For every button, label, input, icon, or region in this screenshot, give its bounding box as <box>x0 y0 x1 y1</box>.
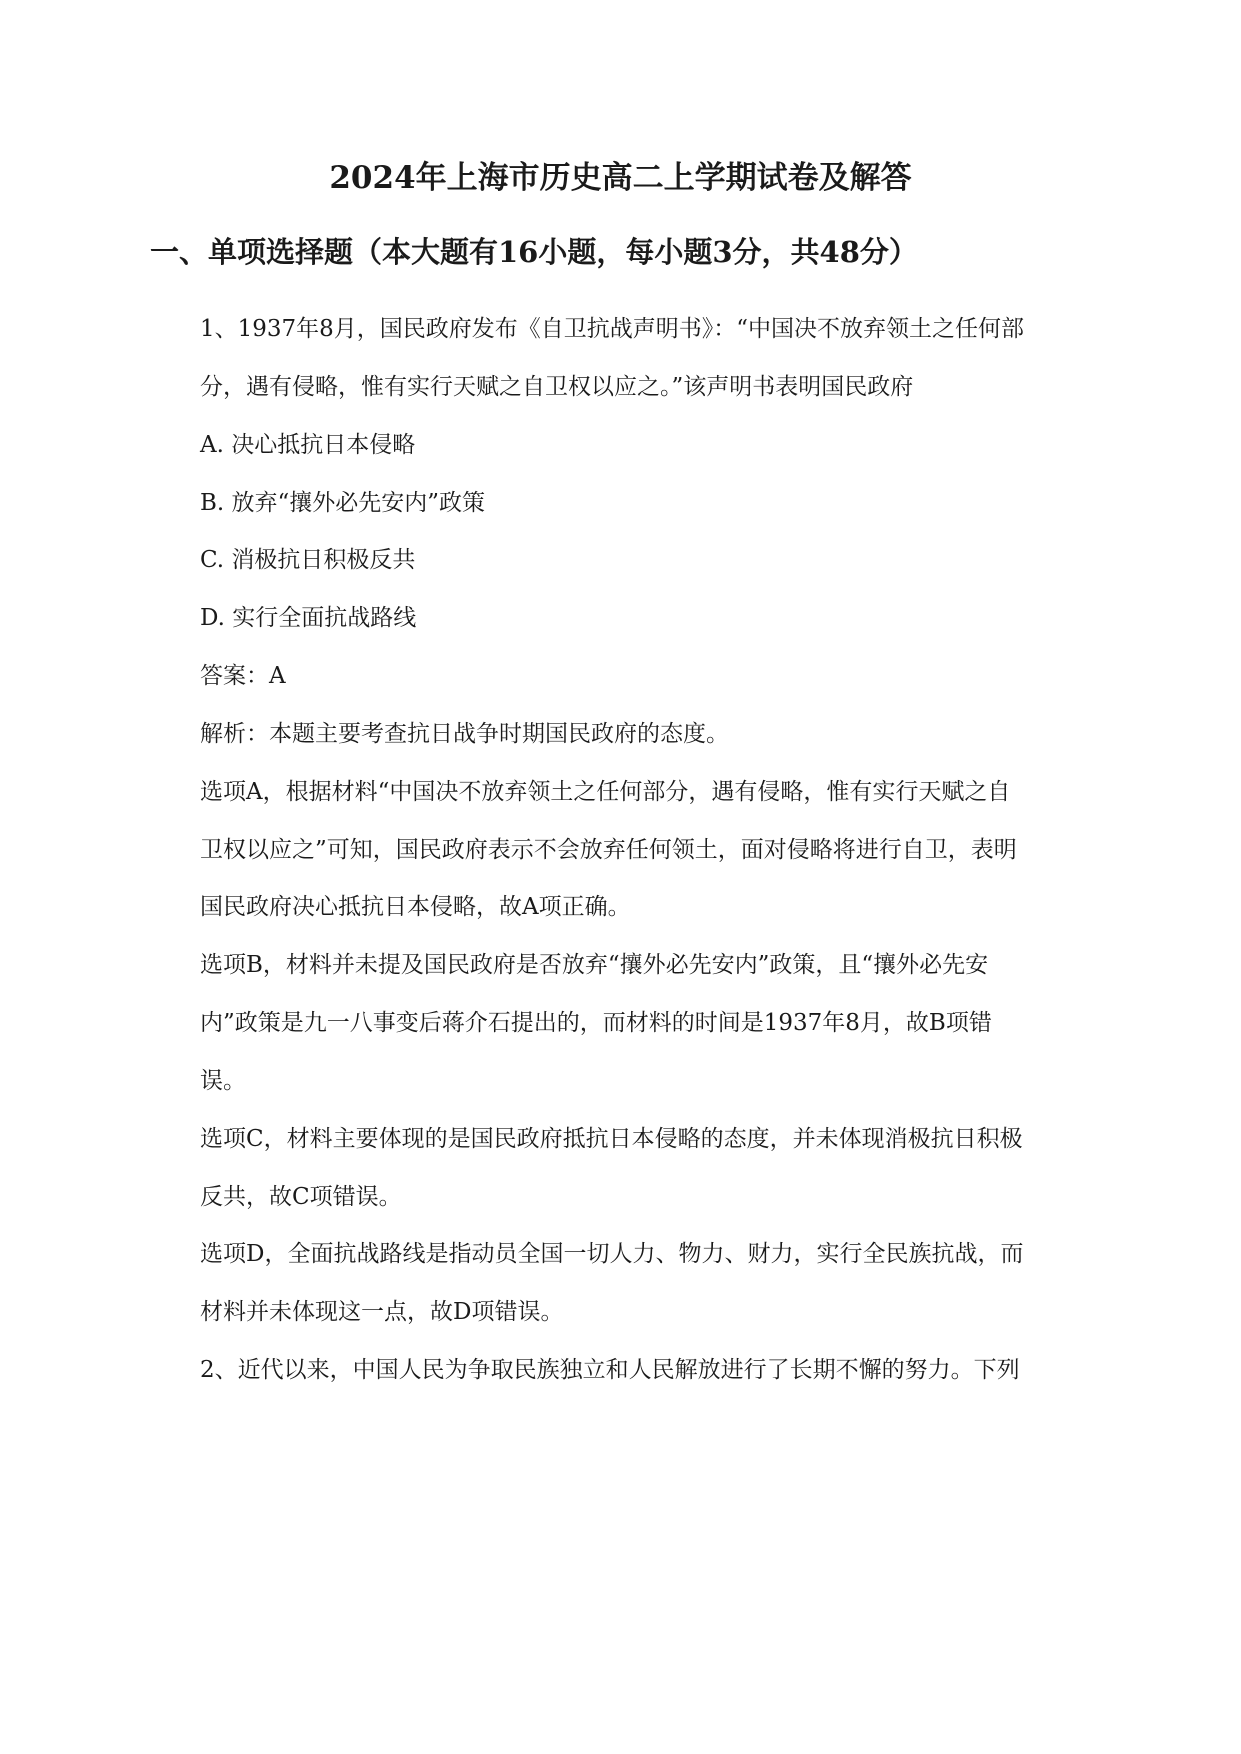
analysis-intro: 解析：本题主要考查抗日战争时期国民政府的态度。 <box>200 721 729 747</box>
document-title: 2024年上海市历史高二上学期试卷及解答 <box>329 160 912 196</box>
analysis-c-line-2: 反共，故C项错误。 <box>200 1184 402 1210</box>
analysis-d-line-1: 选项D，全面抗战路线是指动员全国一切人力、物力、财力，实行全民族抗战，而 <box>200 1241 1024 1267</box>
question-1-stem-line-2: 分，遇有侵略，惟有实行天赋之自卫权以应之。”该声明书表明国民政府 <box>200 374 914 400</box>
analysis-a-line-1: 选项A，根据材料“中国决不放弃领土之任何部分，遇有侵略，惟有实行天赋之自 <box>200 779 1011 805</box>
question-2-stem-line-1: 2、近代以来，中国人民为争取民族独立和人民解放进行了长期不懈的努力。下列 <box>200 1357 1020 1383</box>
option-b: B. 放弃“攘外必先安内”政策 <box>200 490 486 516</box>
question-1-stem-line-1: 1、1937年8月，国民政府发布《自卫抗战声明书》：“中国决不放弃领土之任何部 <box>200 316 1025 342</box>
option-d: D. 实行全面抗战路线 <box>200 605 417 631</box>
option-a: A. 决心抵抗日本侵略 <box>200 432 416 458</box>
analysis-a-line-3: 国民政府决心抵抗日本侵略，故A项正确。 <box>200 894 631 920</box>
analysis-b-line-2: 内”政策是九一八事变后蒋介石提出的，而材料的时间是1937年8月，故B项错 <box>200 1010 992 1036</box>
analysis-a-line-2: 卫权以应之”可知，国民政府表示不会放弃任何领土，面对侵略将进行自卫，表明 <box>200 837 1017 863</box>
analysis-c-line-1: 选项C，材料主要体现的是国民政府抵抗日本侵略的态度，并未体现消极抗日积极 <box>200 1126 1023 1152</box>
option-c: C. 消极抗日积极反共 <box>200 547 416 573</box>
section-heading: 一、单项选择题（本大题有16小题，每小题3分，共48分） <box>150 235 918 269</box>
analysis-b-line-3: 误。 <box>200 1068 246 1094</box>
answer-line: 答案：A <box>200 663 286 689</box>
analysis-d-line-2: 材料并未体现这一点，故D项错误。 <box>200 1299 564 1325</box>
analysis-b-line-1: 选项B，材料并未提及国民政府是否放弃“攘外必先安内”政策，且“攘外必先安 <box>200 952 989 978</box>
